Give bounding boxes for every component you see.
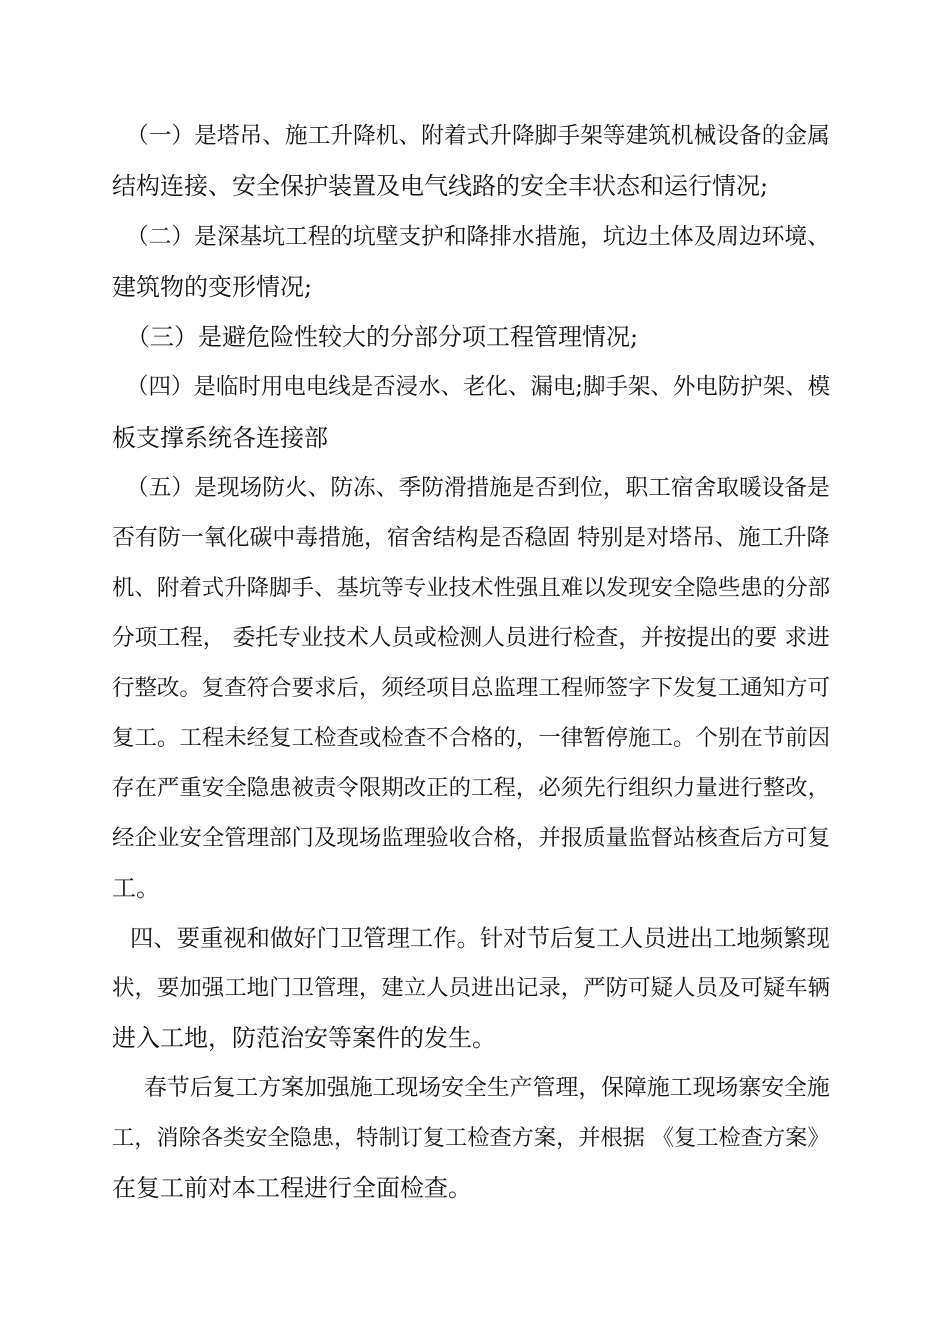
text-line: 四、要重视和做好门卫管理工作。针对节后复工人员进出工地频繁现	[130, 924, 830, 952]
text-line: 分项工程， 委托专业技术人员或检测人员进行检查，并按提出的要 求进	[112, 625, 830, 651]
text-line: 进入工地，防范治安等案件的发生。	[112, 1024, 496, 1052]
text-line: （五）是现场防火、防冻、季防滑措施是否到位，职工宿舍取暖设备是	[126, 475, 830, 501]
text-line: （四）是临时用电电线是否浸水、老化、漏电;脚手架、外电防护架、模	[126, 374, 831, 400]
text-line: 板支撑系统各连接部	[112, 424, 328, 452]
text-line: （一）是塔吊、施工升降机、附着式升降脚手架等建筑机械设备的金属	[126, 123, 830, 149]
text-line: 建筑物的变形情况;	[112, 273, 313, 301]
text-line: （三）是避危险性较大的分部分项工程管理情况;	[126, 323, 639, 351]
text-line: 在复工前对本工程进行全面检查。	[112, 1174, 472, 1202]
text-line: 存在严重安全隐患被责令限期改正的工程，必须先行组织力量进行整改，	[112, 775, 831, 801]
text-line: 机、附着式升降脚手、基坑等专业技术性强且难以发现安全隐些患的分部	[112, 575, 831, 601]
text-line: 行整改。复查符合要求后，须经项目总监理工程师签字下发复工通知方可	[112, 675, 831, 701]
text-line: （二）是深基坑工程的坑壁支护和降排水措施，坑边土体及周边环境、	[126, 224, 830, 250]
text-line: 否有防一氧化碳中毒措施，宿舍结构是否稳固 特别是对塔吊、施工升降	[112, 525, 830, 551]
text-line: 状，要加强工地门卫管理，建立人员进出记录，严防可疑人员及可疑车辆	[112, 975, 831, 1001]
text-line: 结构连接、安全保护装置及电气线路的安全丰状态和运行情况;	[112, 172, 769, 200]
text-line: 复工。工程未经复工检查或检查不合格的，一律暂停施工。个别在节前因	[112, 725, 831, 751]
text-line: 工。	[112, 874, 160, 902]
text-line: 经企业安全管理部门及现场监理验收合格，并报质量监督站核查后方可复	[112, 825, 831, 851]
text-line: 春节后复工方案加强施工现场安全生产管理，保障施工现场寨安全施	[144, 1075, 830, 1101]
text-line: 工，消除各类安全隐患，特制订复工检查方案，并根据 《复工检查方案》	[112, 1125, 830, 1151]
